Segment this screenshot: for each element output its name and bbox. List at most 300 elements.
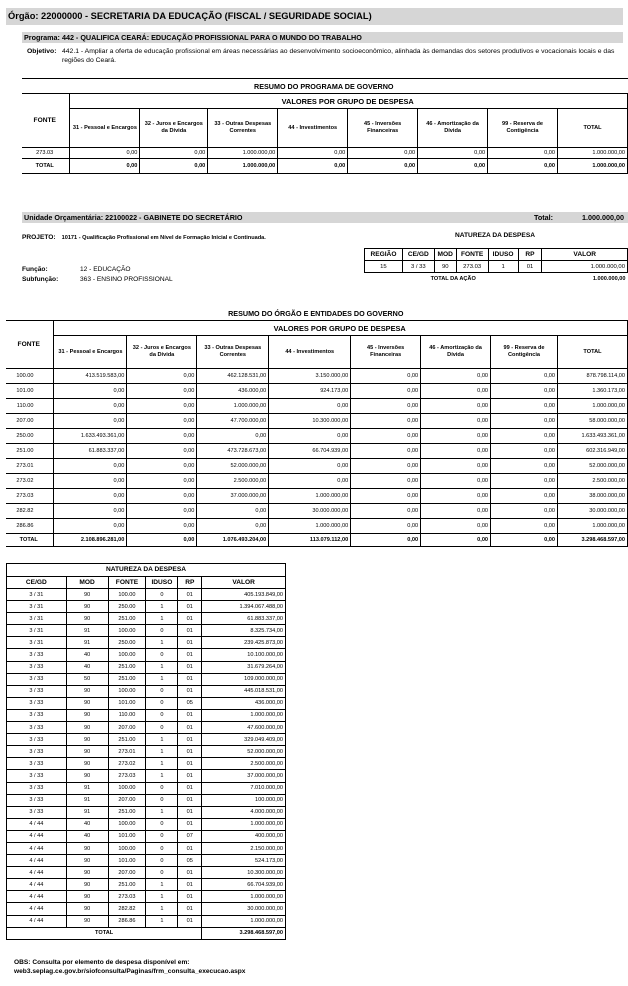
- value-cell: 4 / 44: [7, 855, 67, 867]
- value-cell: 0,00: [197, 429, 269, 444]
- total-value: 0,00: [491, 534, 558, 547]
- value-cell: 4 / 44: [7, 891, 67, 903]
- value-cell: 01: [178, 806, 202, 818]
- column-header: 33 - Outras Despesas Correntes: [208, 109, 278, 148]
- value-cell: 3 / 33: [7, 734, 67, 746]
- orgao-header: Órgão: 22000000 - SECRETARIA DA EDUCAÇÃO (FISCAL / SEGURIDADE SOCIAL): [6, 8, 623, 25]
- value-cell: 90: [66, 879, 108, 891]
- fonte-cell: 251.00: [6, 444, 54, 459]
- value-cell: 0,00: [127, 444, 197, 459]
- value-cell: 2.500.000,00: [197, 474, 269, 489]
- value-cell: 0,00: [421, 429, 491, 444]
- value-cell: 0: [146, 818, 178, 830]
- value-cell: 0,00: [54, 459, 127, 474]
- value-cell: 61.883.337,00: [54, 444, 127, 459]
- total-value: 2.108.896.281,00: [54, 534, 127, 547]
- value-cell: 0,00: [54, 414, 127, 429]
- table-row: [6, 474, 628, 489]
- value-cell: 0,00: [351, 459, 421, 474]
- resumo-orgao-table: [6, 306, 628, 547]
- value-cell: 4.000.000,00: [202, 806, 286, 818]
- value-cell: 1.000.000,00: [202, 818, 286, 830]
- value-cell: 0,00: [491, 489, 558, 504]
- value-cell: 01: [518, 261, 542, 273]
- value-cell: 10.300.000,00: [269, 414, 351, 429]
- value-cell: 01: [178, 625, 202, 637]
- value-cell: 100.00: [108, 842, 146, 854]
- value-cell: 0,00: [351, 474, 421, 489]
- value-cell: 0,00: [421, 399, 491, 414]
- value-cell: 273.03: [108, 770, 146, 782]
- value-cell: 47.700.000,00: [197, 414, 269, 429]
- value-cell: 0: [146, 589, 178, 601]
- value-cell: 250.00: [108, 601, 146, 613]
- total-value: 113.079.112,00: [269, 534, 351, 547]
- value-cell: 602.316.949,00: [557, 444, 627, 459]
- fonte-cell: 286.86: [6, 519, 54, 534]
- value-cell: 0,00: [351, 489, 421, 504]
- value-cell: 0,00: [491, 369, 558, 384]
- valores-subtitle: VALORES POR GRUPO DE DESPESA: [70, 94, 628, 109]
- value-cell: 1.000.000,00: [269, 489, 351, 504]
- column-header: 46 - Amortização da Dívida: [421, 336, 491, 369]
- value-cell: 4 / 44: [7, 818, 67, 830]
- value-cell: 0,00: [54, 519, 127, 534]
- value-cell: 52.000.000,00: [557, 459, 627, 474]
- total-value: 0,00: [488, 159, 558, 174]
- value-cell: 286.86: [108, 915, 146, 927]
- value-cell: 01: [178, 903, 202, 915]
- value-cell: 3.150.000,00: [269, 369, 351, 384]
- value-cell: 01: [178, 673, 202, 685]
- value-cell: 91: [66, 625, 108, 637]
- table-row: [7, 649, 286, 661]
- value-cell: 3 / 33: [7, 770, 67, 782]
- total-row: [6, 534, 628, 547]
- value-cell: 924.173,00: [269, 384, 351, 399]
- value-cell: 40: [66, 661, 108, 673]
- value-cell: 10.300.000,00: [202, 867, 286, 879]
- value-cell: 251.00: [108, 613, 146, 625]
- value-cell: 31.679.264,00: [202, 661, 286, 673]
- column-header: 32 - Juros e Encargos da Dívida: [127, 336, 197, 369]
- value-cell: 405.193.849,00: [202, 589, 286, 601]
- column-header: MOD: [66, 577, 108, 589]
- value-cell: 400.000,00: [202, 830, 286, 842]
- projeto-text: 10171 - Qualificação Profissional em Nível de Formação Inicial e Continuada.: [61, 235, 266, 241]
- value-cell: 1: [146, 661, 178, 673]
- value-cell: 58.000.000,00: [557, 414, 627, 429]
- value-cell: 0,00: [269, 474, 351, 489]
- value-cell: 207.00: [108, 794, 146, 806]
- value-cell: 90: [66, 855, 108, 867]
- table-row: [6, 504, 628, 519]
- value-cell: 7.010.000,00: [202, 782, 286, 794]
- table-row: [7, 613, 286, 625]
- table-row: [7, 709, 286, 721]
- value-cell: 101.00: [108, 697, 146, 709]
- value-cell: 01: [178, 613, 202, 625]
- table-row: [7, 601, 286, 613]
- total-value: 0,00: [278, 159, 348, 174]
- table-row: [6, 519, 628, 534]
- value-cell: 90: [66, 746, 108, 758]
- value-cell: 0,00: [351, 519, 421, 534]
- fonte-cell: 101.00: [6, 384, 54, 399]
- value-cell: 0,00: [421, 474, 491, 489]
- obs-note: [14, 958, 614, 976]
- unidade-total-label: Total:: [534, 213, 554, 222]
- value-cell: 273.01: [108, 746, 146, 758]
- value-cell: 3 / 31: [7, 637, 67, 649]
- value-cell: 90: [66, 891, 108, 903]
- value-cell: 3 / 33: [402, 261, 434, 273]
- value-cell: 109.000.000,00: [202, 673, 286, 685]
- value-cell: 3 / 33: [7, 685, 67, 697]
- fonte-cell: 273.03: [22, 148, 70, 159]
- total-label: TOTAL: [6, 534, 54, 547]
- value-cell: 90: [66, 903, 108, 915]
- fonte-cell: 282.82: [6, 504, 54, 519]
- value-cell: 0,00: [54, 384, 127, 399]
- column-header: TOTAL: [557, 336, 627, 369]
- total-acao-label: TOTAL DA AÇÃO: [430, 275, 476, 282]
- projeto: [22, 233, 266, 243]
- value-cell: 1.000.000,00: [269, 519, 351, 534]
- value-cell: 0: [146, 855, 178, 867]
- value-cell: 1.633.493.361,00: [54, 429, 127, 444]
- value-cell: 0,00: [351, 384, 421, 399]
- value-cell: 0,00: [491, 444, 558, 459]
- value-cell: 30.000.000,00: [557, 504, 627, 519]
- value-cell: 90: [66, 613, 108, 625]
- value-cell: 251.00: [108, 806, 146, 818]
- value-cell: 1: [146, 806, 178, 818]
- value-cell: 0,00: [127, 504, 197, 519]
- value-cell: 0,00: [127, 489, 197, 504]
- value-cell: 8.325.734,00: [202, 625, 286, 637]
- column-header: 33 - Outras Despesas Correntes: [197, 336, 269, 369]
- value-cell: 05: [178, 855, 202, 867]
- value-cell: 445.018.531,00: [202, 685, 286, 697]
- subfuncao-value: 363 - ENSINO PROFISSIONAL: [80, 276, 173, 283]
- value-cell: 100.00: [108, 818, 146, 830]
- table-row: [7, 697, 286, 709]
- value-cell: 0,00: [421, 504, 491, 519]
- table-row: [7, 685, 286, 697]
- total-value: 0,00: [418, 159, 488, 174]
- value-cell: 1.633.493.361,00: [557, 429, 627, 444]
- value-cell: 90: [66, 842, 108, 854]
- table-row: [7, 842, 286, 854]
- value-cell: 100.000,00: [202, 794, 286, 806]
- fonte-cell: 273.02: [6, 474, 54, 489]
- table-row: [7, 867, 286, 879]
- value-cell: 0,00: [421, 384, 491, 399]
- value-cell: 207.00: [108, 867, 146, 879]
- value-cell: 0,00: [421, 519, 491, 534]
- unidade-header: [22, 212, 628, 223]
- column-header: IDUSO: [488, 249, 518, 261]
- value-cell: 90: [66, 867, 108, 879]
- column-header: 44 - Investimentos: [269, 336, 351, 369]
- value-cell: 90: [66, 601, 108, 613]
- value-cell: 0,00: [421, 414, 491, 429]
- value-cell: 40: [66, 649, 108, 661]
- value-cell: 1.000.000,00: [202, 891, 286, 903]
- value-cell: 4 / 44: [7, 879, 67, 891]
- value-cell: 90: [66, 722, 108, 734]
- value-cell: 0,00: [491, 429, 558, 444]
- value-cell: 282.82: [108, 903, 146, 915]
- value-cell: 0,00: [127, 429, 197, 444]
- total-value: 0,00: [421, 534, 491, 547]
- value-cell: 110.00: [108, 709, 146, 721]
- value-cell: 91: [66, 637, 108, 649]
- column-header: 44 - Investimentos: [278, 109, 348, 148]
- value-cell: 251.00: [108, 879, 146, 891]
- value-cell: 1.000.000,00: [557, 399, 627, 414]
- value-cell: 0,00: [351, 444, 421, 459]
- value-cell: 0,00: [351, 399, 421, 414]
- resumo-programa-table: [22, 78, 628, 174]
- value-cell: 0,00: [351, 504, 421, 519]
- value-cell: 91: [66, 794, 108, 806]
- value-cell: 4 / 44: [7, 842, 67, 854]
- value-cell: 0: [146, 722, 178, 734]
- value-cell: 40: [66, 830, 108, 842]
- column-header: 45 - Inversões Financeiras: [348, 109, 418, 148]
- value-cell: 10.100.000,00: [202, 649, 286, 661]
- value-cell: 37.000.000,00: [197, 489, 269, 504]
- table-row: [6, 399, 628, 414]
- value-cell: 01: [178, 770, 202, 782]
- value-cell: 1.000.000,00: [202, 915, 286, 927]
- value-cell: 0,00: [269, 429, 351, 444]
- column-header: 45 - Inversões Financeiras: [351, 336, 421, 369]
- table-row: [7, 758, 286, 770]
- funcao-block: [22, 265, 173, 285]
- value-cell: 0: [146, 794, 178, 806]
- value-cell: 2.500.000,00: [202, 758, 286, 770]
- table-row: [7, 903, 286, 915]
- table-row: [7, 746, 286, 758]
- value-cell: 0,00: [421, 459, 491, 474]
- value-cell: 90: [66, 915, 108, 927]
- value-cell: 0,00: [351, 429, 421, 444]
- value-cell: 30.000.000,00: [269, 504, 351, 519]
- table-row: [6, 414, 628, 429]
- value-cell: 0: [146, 709, 178, 721]
- value-cell: 4 / 44: [7, 830, 67, 842]
- value-cell: 1: [488, 261, 518, 273]
- total-label: TOTAL: [22, 159, 70, 174]
- column-header: VALOR: [202, 577, 286, 589]
- value-cell: 1.000.000,00: [542, 261, 628, 273]
- value-cell: 90: [66, 589, 108, 601]
- column-header: MOD: [434, 249, 456, 261]
- value-cell: 436.000,00: [202, 697, 286, 709]
- value-cell: 1: [146, 746, 178, 758]
- value-cell: 101.00: [108, 855, 146, 867]
- value-cell: 207.00: [108, 722, 146, 734]
- value-cell: 0,00: [421, 489, 491, 504]
- value-cell: 4 / 44: [7, 903, 67, 915]
- natureza-acao-table: [364, 248, 628, 284]
- column-header: 99 - Reserva de Contigência: [488, 109, 558, 148]
- value-cell: 2.150.000,00: [202, 842, 286, 854]
- value-cell: 0,00: [421, 444, 491, 459]
- table-row: [7, 806, 286, 818]
- table-row: [7, 915, 286, 927]
- value-cell: 3 / 33: [7, 806, 67, 818]
- value-cell: 01: [178, 818, 202, 830]
- value-cell: 3 / 33: [7, 782, 67, 794]
- table-row: [7, 818, 286, 830]
- value-cell: 3 / 33: [7, 661, 67, 673]
- value-cell: 3 / 33: [7, 746, 67, 758]
- value-cell: 0,00: [54, 474, 127, 489]
- total-value: 1.076.493.204,00: [197, 534, 269, 547]
- value-cell: 0,00: [491, 519, 558, 534]
- value-cell: 0: [146, 649, 178, 661]
- column-header: CE/GD: [7, 577, 67, 589]
- value-cell: 0,00: [278, 148, 348, 159]
- value-cell: 38.000.000,00: [557, 489, 627, 504]
- value-cell: 0,00: [197, 519, 269, 534]
- value-cell: 01: [178, 637, 202, 649]
- value-cell: 0,00: [491, 384, 558, 399]
- total-value: 0,00: [348, 159, 418, 174]
- value-cell: 01: [178, 746, 202, 758]
- table-row: [7, 734, 286, 746]
- value-cell: 1: [146, 734, 178, 746]
- table-row: [6, 429, 628, 444]
- value-cell: 01: [178, 589, 202, 601]
- value-cell: 3 / 33: [7, 673, 67, 685]
- value-cell: 01: [178, 867, 202, 879]
- value-cell: 0,00: [54, 399, 127, 414]
- natureza-total-value: 3.298.468.597,00: [202, 927, 286, 939]
- column-header: VALOR: [542, 249, 628, 261]
- obs-line1: OBS: Consulta por elemento de despesa disponível em:: [14, 959, 190, 966]
- value-cell: 0,00: [491, 399, 558, 414]
- value-cell: 250.00: [108, 637, 146, 649]
- value-cell: 61.883.337,00: [202, 613, 286, 625]
- value-cell: 90: [66, 685, 108, 697]
- column-header: 46 - Amortização da Dívida: [418, 109, 488, 148]
- value-cell: 90: [434, 261, 456, 273]
- fonte-cell: 100.00: [6, 369, 54, 384]
- value-cell: 1: [146, 770, 178, 782]
- natureza-orgao-table: [6, 563, 286, 940]
- table-row: [7, 879, 286, 891]
- value-cell: 100.00: [108, 782, 146, 794]
- value-cell: 1: [146, 613, 178, 625]
- value-cell: 101.00: [108, 830, 146, 842]
- value-cell: 273.03: [456, 261, 488, 273]
- column-header: CE/GD: [402, 249, 434, 261]
- value-cell: 3 / 33: [7, 722, 67, 734]
- value-cell: 2.500.000,00: [557, 474, 627, 489]
- value-cell: 0: [146, 782, 178, 794]
- value-cell: 01: [178, 685, 202, 697]
- value-cell: 0,00: [70, 148, 140, 159]
- value-cell: 0: [146, 697, 178, 709]
- value-cell: 1: [146, 879, 178, 891]
- value-cell: 01: [178, 649, 202, 661]
- total-value: 1.000.000,00: [208, 159, 278, 174]
- table-row: [7, 782, 286, 794]
- value-cell: 1: [146, 758, 178, 770]
- value-cell: 1: [146, 891, 178, 903]
- value-cell: 3 / 33: [7, 709, 67, 721]
- value-cell: 01: [178, 722, 202, 734]
- table-row: [7, 830, 286, 842]
- resumo-orgao-title: RESUMO DO ÓRGÃO E ENTIDADES DO GOVERNO: [6, 306, 628, 321]
- value-cell: 100.00: [108, 649, 146, 661]
- value-cell: 0: [146, 830, 178, 842]
- total-row: [22, 159, 628, 174]
- value-cell: 0,00: [127, 474, 197, 489]
- table-row: [7, 855, 286, 867]
- objetivo-label: Objetivo:: [27, 48, 57, 55]
- value-cell: 1.000.000,00: [208, 148, 278, 159]
- value-cell: 0: [146, 685, 178, 697]
- value-cell: 01: [178, 661, 202, 673]
- value-cell: 0,00: [127, 384, 197, 399]
- value-cell: 0,00: [54, 504, 127, 519]
- table-row: [22, 148, 628, 159]
- value-cell: 251.00: [108, 734, 146, 746]
- fonte-cell: 250.00: [6, 429, 54, 444]
- table-row: [6, 369, 628, 384]
- total-value: 0,00: [140, 159, 208, 174]
- value-cell: 0,00: [491, 474, 558, 489]
- value-cell: 273.03: [108, 891, 146, 903]
- value-cell: 52.000.000,00: [202, 746, 286, 758]
- value-cell: 0,00: [269, 399, 351, 414]
- value-cell: 40: [66, 818, 108, 830]
- subfuncao-label: Subfunção:: [22, 276, 59, 283]
- obs-link[interactable]: web3.seplag.ce.gov.br/siofconsulta/Paginas/frm_consulta_execucao.aspx: [14, 968, 246, 975]
- value-cell: 15: [365, 261, 403, 273]
- value-cell: 1: [146, 915, 178, 927]
- column-header: 31 - Pessoal e Encargos: [70, 109, 140, 148]
- value-cell: 273.02: [108, 758, 146, 770]
- value-cell: 90: [66, 758, 108, 770]
- value-cell: 1.000.000,00: [557, 519, 627, 534]
- total-value: 1.000.000,00: [558, 159, 628, 174]
- value-cell: 91: [66, 806, 108, 818]
- value-cell: 0,00: [54, 489, 127, 504]
- table-row: [7, 589, 286, 601]
- value-cell: 1: [146, 637, 178, 649]
- value-cell: 07: [178, 830, 202, 842]
- value-cell: 01: [178, 794, 202, 806]
- value-cell: 1: [146, 601, 178, 613]
- value-cell: 0,00: [491, 504, 558, 519]
- value-cell: 91: [66, 782, 108, 794]
- funcao-value: 12 - EDUCAÇÃO: [80, 266, 131, 273]
- unidade-label: Unidade Orçamentária: 22100022 - GABINETE DO SECRETÁRIO: [24, 213, 243, 222]
- value-cell: 01: [178, 601, 202, 613]
- value-cell: 100.00: [108, 589, 146, 601]
- value-cell: 05: [178, 697, 202, 709]
- total-value: 0,00: [351, 534, 421, 547]
- value-cell: 3 / 33: [7, 758, 67, 770]
- value-cell: 1.394.067.488,00: [202, 601, 286, 613]
